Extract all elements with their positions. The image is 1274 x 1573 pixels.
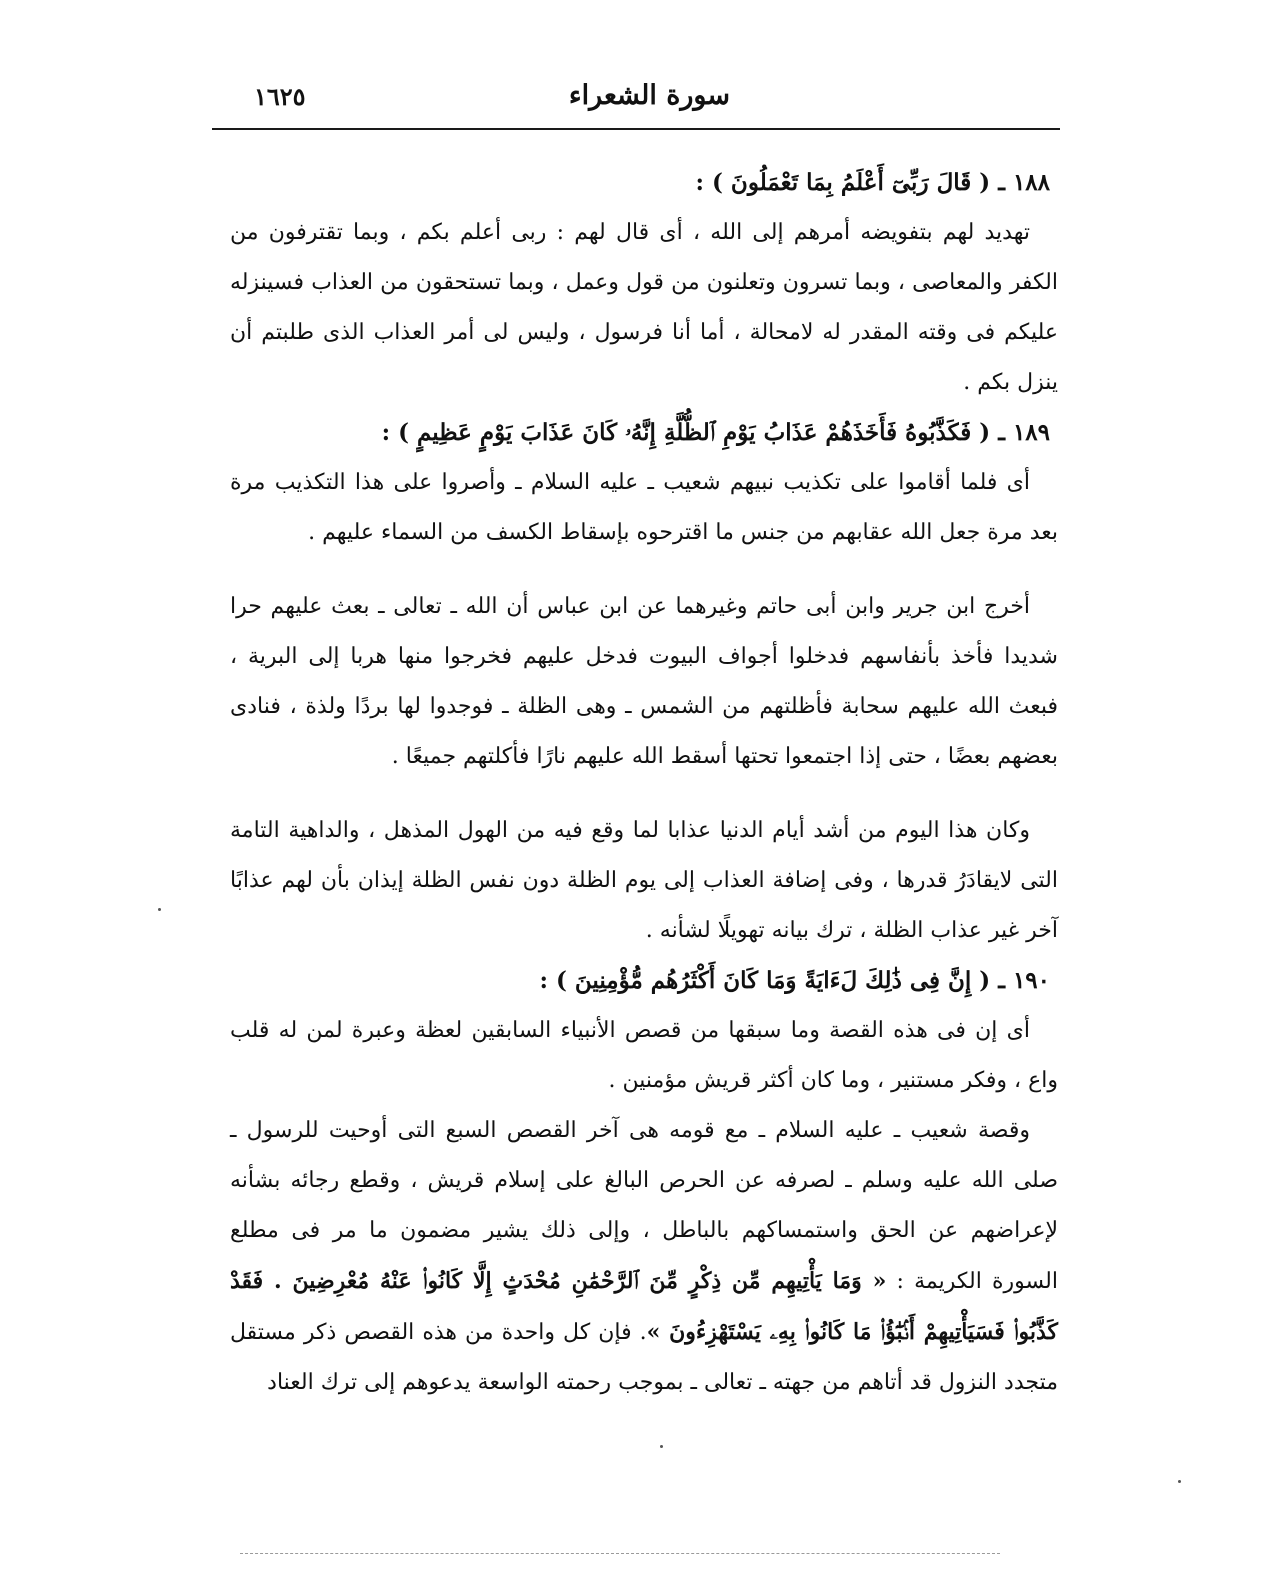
verse-number: ١٨٩ ـ (998, 419, 1050, 446)
paragraph-text: . فإن كل واحدة من هذه القصص ذكر مستقل متجدد النزول قد أتاهم من جهته ـ تعالى ـ بموجب رحمته الواسعة يدعوهم إلى ترك العناد (230, 1320, 1058, 1395)
page-header (212, 78, 1060, 122)
page-number: ١٦٢٥ (254, 82, 306, 111)
quoted-verse: « وَمَا يَأْتِيهِم مِّن ذِكْرٍ مِّنَ ٱلرَّحْمَٰنِ مُحْدَثٍ إِلَّا كَانُوا۟ عَنْهُ مُعْرِضِينَ . فَقَدْ كَذَّبُوا۟ فَسَيَأْتِيهِمْ أَنۢبَٰٓؤُا۟ مَا كَانُوا۟ بِهِۦ يَسْتَهْزِءُونَ » (230, 1268, 1058, 1345)
verse-number: ١٩٠ ـ (998, 967, 1050, 994)
paragraph-text: وقصة شعيب ـ عليه السلام ـ مع قومه هى آخر القصص السبع التى أوحيت للرسول ـ صلى الله عليه وسلم ـ لصرفه عن الحرص البالغ على إسلام قريش ، وقطع رجائه بشأنه لإعراضهم عن الحق واستمساكهم بالباطل ، وإلى ذلك يشير مضمون ما مر فى مطلع السورة الكريمة : (230, 1118, 1058, 1294)
commentary-paragraph (230, 1106, 1058, 1408)
verse-suffix: : (539, 967, 556, 994)
commentary-paragraph: أى فلما أقاموا على تكذيب نبيهم شعيب ـ عليه السلام ـ وأصروا على هذا التكذيب مرة بعد مرة جعل الله عقابهم من جنس ما اقترحوه بإسقاط الكسف من السماء عليهم . (230, 470, 1058, 545)
page-body (230, 158, 1058, 1408)
header-rule (212, 128, 1060, 130)
scan-speck (660, 1445, 663, 1448)
verse-text: ( فَكَذَّبُوهُ فَأَخَذَهُمْ عَذَابُ يَوْمِ ٱلظُّلَّةِ إِنَّهُۥ كَانَ عَذَابَ يَوْمٍ عَظِيمٍ ) (398, 419, 991, 446)
verse-189-heading (230, 408, 1058, 458)
surah-title: سورة الشعراء (568, 80, 730, 111)
verse-190-heading (230, 956, 1058, 1006)
verse-suffix: : (381, 419, 399, 446)
verse-number: ١٨٨ ـ (998, 169, 1050, 196)
scan-speck (1178, 1480, 1181, 1483)
verse-188-heading (230, 158, 1058, 208)
scan-speck (158, 908, 161, 911)
verse-text: ( إِنَّ فِى ذَٰلِكَ لَءَايَةً وَمَا كَانَ أَكْثَرُهُم مُّؤْمِنِينَ ) (556, 967, 991, 994)
verse-suffix: : (695, 169, 713, 196)
commentary-paragraph: أخرج ابن جرير وابن أبى حاتم وغيرهما عن ابن عباس أن الله ـ تعالى ـ بعث عليهم حرا شديدا فأخذ بأنفاسهم فدخلوا أجواف البيوت فدخل عليهم فخرجوا منها هربا إلى البرية ، فبعث الله عليهم سحابة فأظلتهم من الشمس ـ وهى الظلة ـ فوجدوا لها بردًا ولذة ، فنادى بعضهم بعضًا ، حتى إذا اجتمعوا تحتها أسقط الله عليهم نارًا فأكلتهم جميعًا . (230, 594, 1058, 769)
verse-text: ( قَالَ رَبِّىٓ أَعْلَمُ بِمَا تَعْمَلُونَ ) (712, 169, 991, 196)
commentary-paragraph: تهديد لهم بتفويضه أمرهم إلى الله ، أى قال لهم : ربى أعلم بكم ، وبما تقترفون من الكفر والمعاصى ، وبما تسرون وتعلنون من قول وعمل ، وبما تستحقون من العذاب فسينزله عليكم فى وقته المقدر له لامحالة ، أما أنا فرسول ، وليس لى أمر العذاب الذى طلبتم أن ينزل بكم . (230, 220, 1058, 395)
footer-rule (240, 1553, 1000, 1554)
commentary-paragraph: أى إن فى هذه القصة وما سبقها من قصص الأنبياء السابقين لعظة وعبرة لمن له قلب واع ، وفكر مستنير ، وما كان أكثر قريش مؤمنين . (230, 1018, 1058, 1093)
commentary-paragraph: وكان هذا اليوم من أشد أيام الدنيا عذابا لما وقع فيه من الهول المذهل ، والداهية التامة التى لايقادَرُ قدرها ، وفى إضافة العذاب إلى يوم الظلة دون نفس الظلة إيذان بأن لهم عذابًا آخر غير عذاب الظلة ، ترك بيانه تهويلًا لشأنه . (230, 818, 1058, 943)
